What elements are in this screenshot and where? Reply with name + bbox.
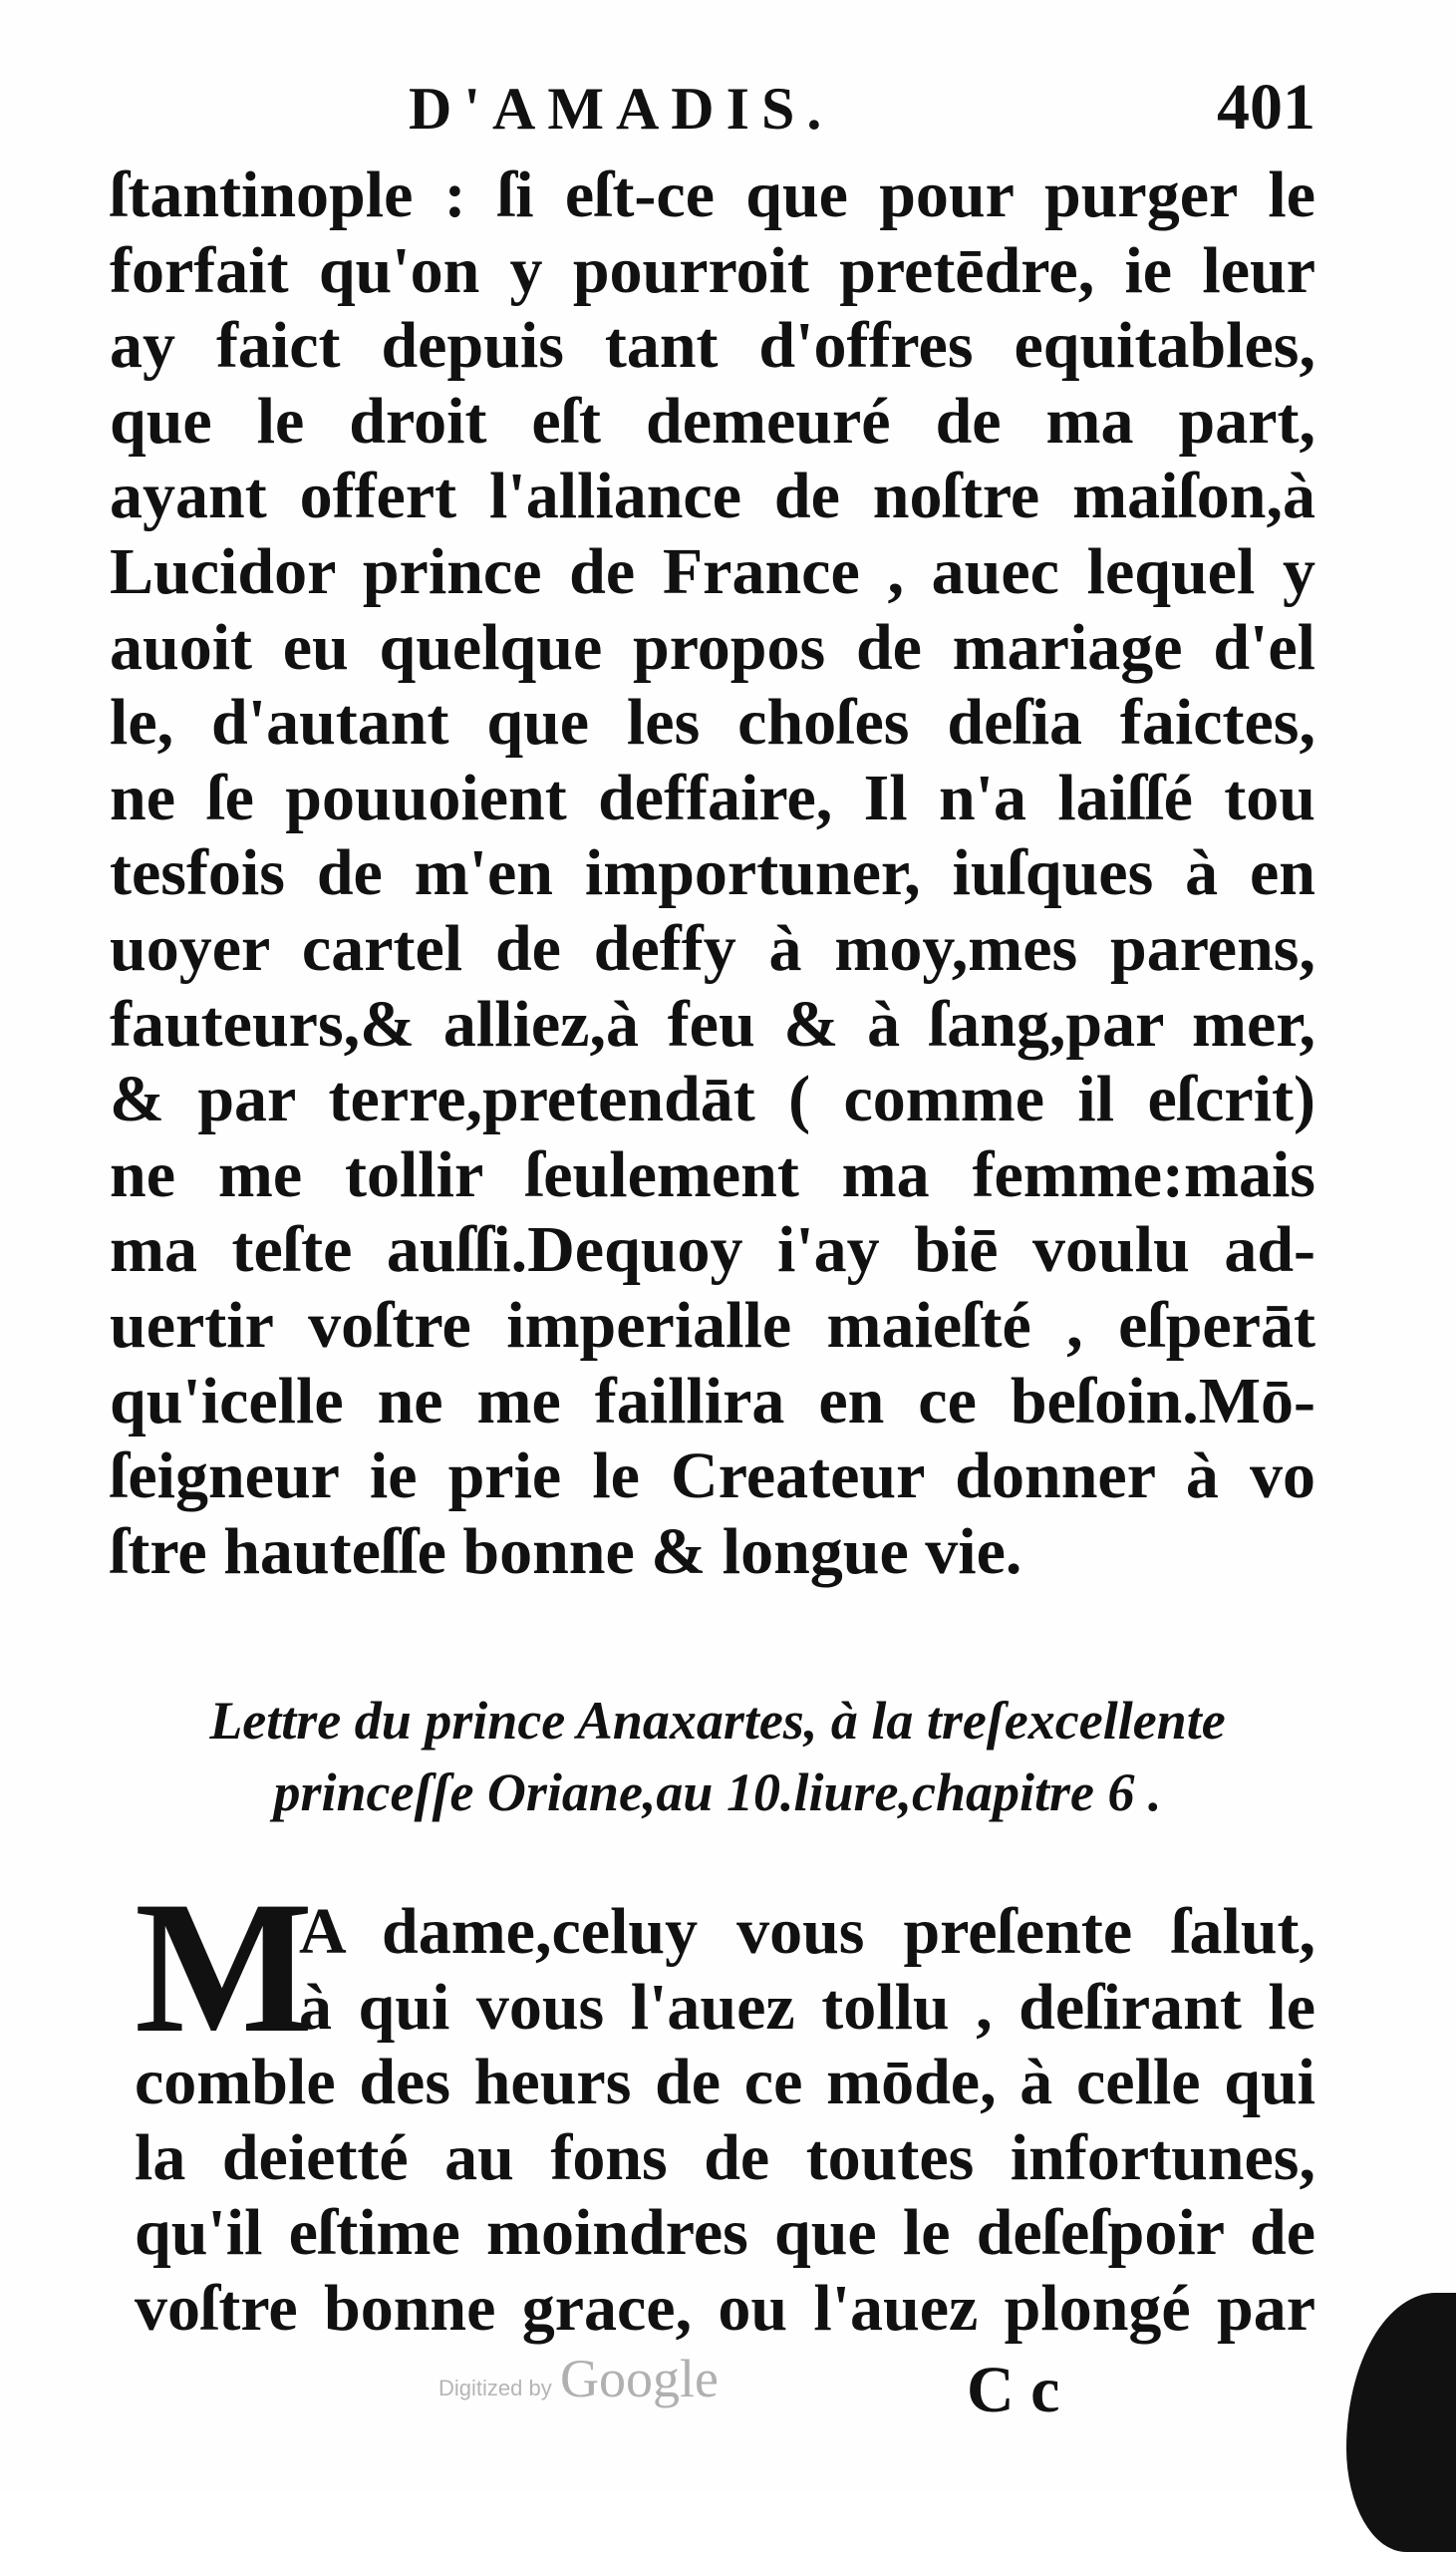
text-line: que le droit eſt demeuré de ma part,	[110, 384, 1315, 458]
text-line: auoit eu quelque propos de mariage d'el	[110, 610, 1315, 684]
letter-line: comble des heurs de ce mōde, à celle qui	[135, 2046, 1315, 2119]
running-head: D'AMADIS.	[409, 76, 834, 142]
text-line: & par terre,pretendāt ( comme il eſcrit)	[110, 1063, 1315, 1136]
text-line-last: ſtre hauteſſe bonne & longue vie.	[110, 1514, 1022, 1588]
letter-line: à qui vous l'auez tollu , deſirant le	[299, 1970, 1315, 2044]
text-line: ne me tollir ſeulement ma femme:mais	[110, 1137, 1315, 1211]
text-line: uoyer cartel de deffy à moy,mes parens,	[110, 911, 1315, 985]
letter-line: la deietté au fons de toutes infortunes,	[135, 2120, 1315, 2194]
page-edge-shadow	[1346, 2293, 1456, 2552]
letter-line: voſtre bonne grace, ou l'auez plongé par	[135, 2271, 1315, 2345]
text-line: tesfois de m'en importuner, iuſques à en	[110, 836, 1315, 910]
body-text	[110, 158, 1315, 1589]
signature-mark: C c	[967, 2354, 1060, 2426]
drop-capital: M	[135, 1863, 314, 2073]
letter-heading	[120, 1685, 1315, 1828]
digitized-by-label: Digitized by	[438, 2376, 552, 2400]
page-header	[110, 70, 1315, 160]
text-line: ne ſe pouuoient deffaire, Il n'a laiſſé tou	[110, 761, 1315, 834]
heading-line: princeſſe Oriane,au 10.liure,chapitre 6 .	[273, 1762, 1162, 1822]
heading-line: Lettre du prince Anaxartes, à la treſexcellente	[209, 1691, 1226, 1751]
text-line: forfait qu'on y pourroit pretēdre, ie leur	[110, 233, 1315, 307]
text-line: ſtantinople : ſi eſt-ce que pour purger le	[110, 159, 1315, 231]
text-line: ayant offert l'alliance de noſtre maiſon,à	[110, 460, 1315, 533]
text-line: fauteurs,& alliez,à feu & à ſang,par mer,	[110, 987, 1315, 1061]
text-line: ay faict depuis tant d'offres equitables,	[110, 309, 1315, 383]
letter-line: qu'il eſtime moindres que le deſeſpoir de	[135, 2196, 1315, 2270]
letter-line: A dame,celuy vous preſente ſalut,	[299, 1895, 1315, 1968]
page-number: 401	[1217, 71, 1315, 144]
text-line: ſeigneur ie prie le Createur donner à vo	[110, 1439, 1315, 1513]
text-line: ma teſte auſſi.Dequoy i'ay biē voulu ad-	[110, 1213, 1315, 1287]
google-logo: Google	[560, 2349, 719, 2408]
text-line: qu'icelle ne me faillira en ce beſoin.Mō-	[110, 1364, 1315, 1437]
letter-text	[135, 1863, 1315, 2347]
text-line: uertir voſtre imperialle maieſté , eſperāt	[110, 1288, 1315, 1362]
text-line: Lucidor prince de France , auec lequel y	[110, 534, 1315, 608]
text-line: le, d'autant que les choſes deſia faictes,	[110, 686, 1315, 760]
